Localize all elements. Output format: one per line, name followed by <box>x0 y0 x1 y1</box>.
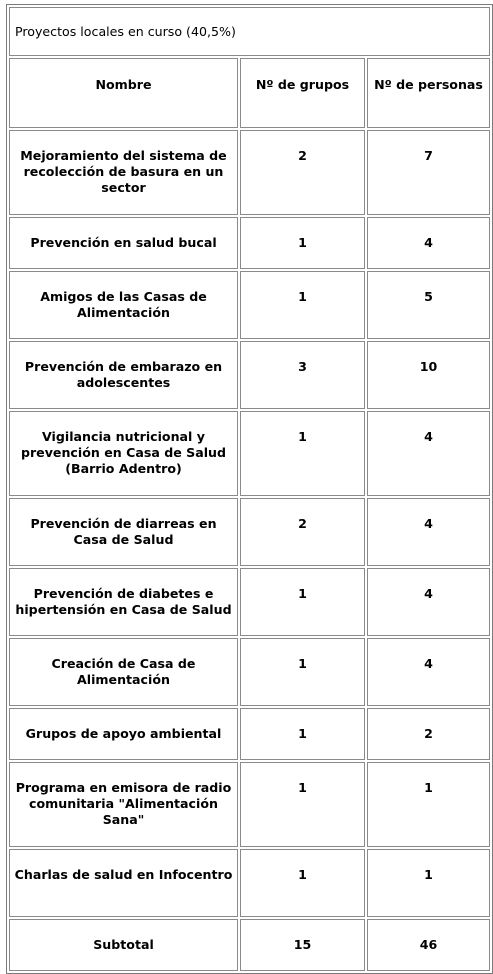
project-name: Grupos de apoyo ambiental <box>9 708 238 760</box>
project-name: Prevención de diarreas en Casa de Salud <box>9 498 238 566</box>
project-name: Prevención en salud bucal <box>9 217 238 269</box>
caption-row <box>9 7 490 56</box>
table-row <box>9 217 490 269</box>
subtotal-label: Subtotal <box>9 919 238 971</box>
people-count: 4 <box>367 498 490 566</box>
group-count: 1 <box>240 568 365 636</box>
group-count: 2 <box>240 130 365 215</box>
project-name: Charlas de salud en Infocentro <box>9 849 238 917</box>
project-name: Prevención de diabetes e hipertensión en Casa de Salud <box>9 568 238 636</box>
table-row <box>9 411 490 496</box>
table-row <box>9 498 490 566</box>
group-count: 1 <box>240 217 365 269</box>
header-row <box>9 58 490 128</box>
subtotal-people: 46 <box>367 919 490 971</box>
subtotal-row <box>9 919 490 971</box>
project-name: Amigos de las Casas de Alimentación <box>9 271 238 339</box>
people-count: 4 <box>367 638 490 706</box>
group-count: 2 <box>240 498 365 566</box>
people-count: 7 <box>367 130 490 215</box>
people-count: 2 <box>367 708 490 760</box>
people-count: 5 <box>367 271 490 339</box>
group-count: 1 <box>240 708 365 760</box>
table-row <box>9 568 490 636</box>
table-row <box>9 638 490 706</box>
people-count: 4 <box>367 411 490 496</box>
group-count: 1 <box>240 638 365 706</box>
project-name: Creación de Casa de Alimentación <box>9 638 238 706</box>
people-count: 4 <box>367 217 490 269</box>
table-row <box>9 341 490 409</box>
projects-table <box>6 4 493 974</box>
projects-table-wrapper <box>6 4 493 974</box>
people-count: 1 <box>367 762 490 847</box>
table-row <box>9 762 490 847</box>
table-row <box>9 849 490 917</box>
group-count: 1 <box>240 271 365 339</box>
column-header-name: Nombre <box>9 58 238 128</box>
project-name: Vigilancia nutricional y prevención en Casa de Salud (Barrio Adentro) <box>9 411 238 496</box>
people-count: 4 <box>367 568 490 636</box>
table-caption: Proyectos locales en curso (40,5%) <box>9 7 490 56</box>
people-count: 10 <box>367 341 490 409</box>
group-count: 1 <box>240 762 365 847</box>
group-count: 1 <box>240 411 365 496</box>
column-header-people: Nº de personas <box>367 58 490 128</box>
table-row <box>9 708 490 760</box>
column-header-groups: Nº de grupos <box>240 58 365 128</box>
table-row <box>9 130 490 215</box>
project-name: Programa en emisora de radio comunitaria "Alimentación Sana" <box>9 762 238 847</box>
table-row <box>9 271 490 339</box>
group-count: 1 <box>240 849 365 917</box>
people-count: 1 <box>367 849 490 917</box>
project-name: Prevención de embarazo en adolescentes <box>9 341 238 409</box>
subtotal-groups: 15 <box>240 919 365 971</box>
project-name: Mejoramiento del sistema de recolección de basura en un sector <box>9 130 238 215</box>
group-count: 3 <box>240 341 365 409</box>
